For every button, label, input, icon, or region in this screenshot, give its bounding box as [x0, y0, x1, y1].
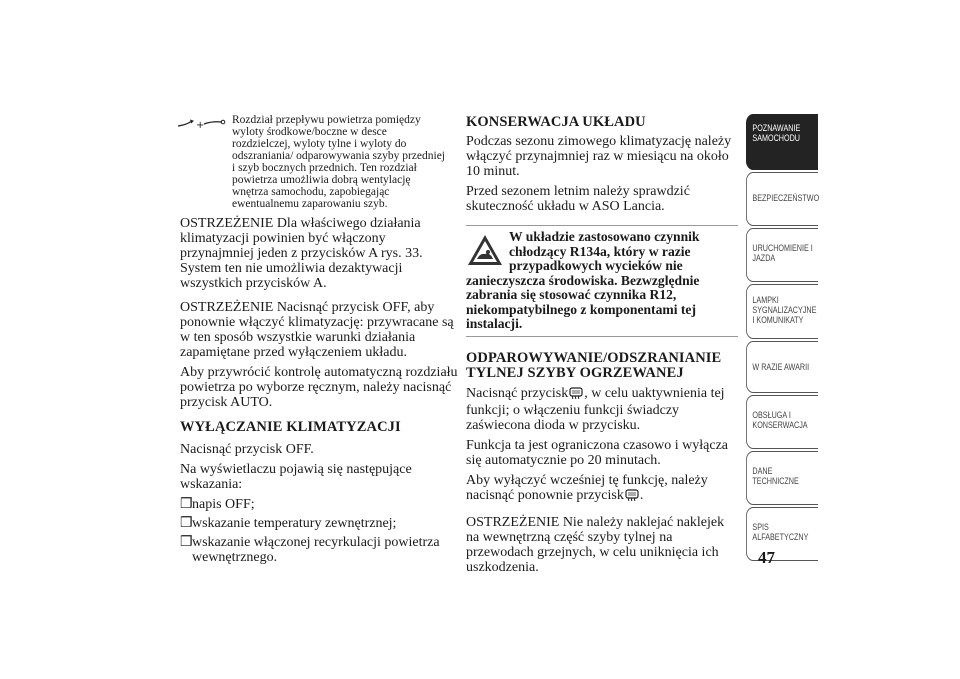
section-heading-maintenance: KONSERWACJA UKŁADU [466, 114, 646, 130]
tab-label: POZNAWANIE SAMOCHODU [752, 123, 801, 143]
tab-bezpieczenstwo[interactable] [746, 172, 818, 226]
chapter-tabs [746, 114, 818, 563]
display-text: Na wyświetlaczu pojawią się następujące wskazania: [180, 462, 412, 492]
early-off-text: . [639, 487, 644, 503]
list-item [180, 497, 460, 512]
list-item-text: wskazanie temperatury zewnętrznej; [192, 516, 397, 531]
tab-poznawanie-samochodu[interactable] [746, 114, 818, 170]
tab-label: LAMPKI SYGNALIZACYJNE I KOMUNIKATY [752, 295, 817, 325]
tab-label: BEZPIECZEŃSTWO [752, 193, 820, 203]
checkbox-bullet-icon: ❒ [180, 535, 193, 550]
warning-paragraph: OSTRZEŻENIE Nacisnąć przycisk OFF, aby ponownie włączyć klimatyzację: przywracane są w ten sposób wszystkie warunki działania zapamiętane przed wyłączeniem układu. [180, 300, 454, 360]
tab-spis-alfabetyczny[interactable] [746, 507, 818, 561]
tab-uruchomienie-i-jazda[interactable] [746, 228, 818, 282]
tab-label: OBSŁUGA I KONSERWACJA [752, 410, 808, 430]
airflow-icon [176, 117, 228, 129]
tab-obsluga-i-konserwacja[interactable] [746, 395, 818, 449]
tab-label: DANE TECHNICZNE [752, 466, 799, 486]
rear-defrost-icon [569, 387, 583, 403]
list-item [180, 516, 460, 531]
tab-lampki-sygnalizacyjne[interactable] [746, 284, 818, 339]
list-item-text: napis OFF; [192, 497, 255, 512]
right-column [466, 115, 738, 580]
section-heading-off: WYŁĄCZANIE KLIMATYZACJI [180, 419, 401, 435]
section-heading-defrost: ODPAROWYWANIE/ODSZRANIANIE TYLNEJ SZYBY OGRZEWANEJ [466, 349, 722, 381]
timer-paragraph: Funkcja ta jest ograniczona czasowo i wyłącza się automatycznie po 20 minutach. [466, 437, 729, 468]
early-off-text: Aby wyłączyć wcześniej tę funkcję, należy nacisnąć ponownie przycisk [466, 472, 708, 503]
tab-label: SPIS ALFABETYCZNY [752, 522, 809, 542]
list-item [180, 535, 460, 565]
environment-warning-icon [466, 232, 506, 270]
early-off-paragraph [466, 473, 738, 505]
environment-warning-box [466, 225, 738, 337]
winter-paragraph: Podczas sezonu zimowego klimatyzację należy włączyć przynajmniej raz w miesiącu na około 10 minut. [466, 134, 732, 179]
warning-paragraph: OSTRZEŻENIE Dla właściwego działania klimatyzacji powinien być włączony przynajmniej jeden z przycisków A rys. 33. System ten nie umożliwia dezaktywacji wszystkich przycisków A. [180, 216, 423, 291]
rear-defrost-icon [625, 489, 639, 505]
tab-label: W RAZIE AWARII [752, 362, 810, 372]
summer-paragraph: Przed sezonem letnim należy sprawdzić skuteczność układu w ASO Lancia. [466, 184, 690, 214]
airflow-description: Rozdział przepływu powietrza pomiędzy wyloty środkowe/boczne w desce rozdzielczej, wyloty tylne i wyloty do odszraniania/ odparowywania szyby przedniej i szyb bocznych przednich. Ten rozdział powietrza umożliwia dobrą wentylację wnętrza samochodu, zapobiegając ewentualnemu zaparowaniu szyb. [232, 114, 445, 210]
defrost-text: , w celu uaktywnienia tej funkcji; o włączeniu funkcji świadczy zaświecona dioda w przycisku. [466, 385, 725, 433]
left-column [180, 216, 460, 565]
checkbox-bullet-icon: ❒ [180, 516, 193, 531]
press-off-text: Nacisnąć przycisk OFF. [180, 442, 314, 457]
tab-label: URUCHOMIENIE I JAZDA [752, 243, 813, 263]
svg-text:+: + [196, 120, 205, 130]
environment-warning-text: W układzie zastosowano czynnik chłodzący R134a, który w razie przypadkowych wycieków nie zanieczyszcza środowiska. Bezwzględnie zabrania się stosować czynnika R12, niekompatybilnego z komponentami tej instalacji. [466, 229, 700, 331]
auto-paragraph: Aby przywrócić kontrolę automatyczną rozdziału powietrza po wyborze ręcznym, należy nacisnąć przycisk AUTO. [180, 365, 458, 410]
warning-paragraph: OSTRZEŻENIE Nie należy naklejać naklejek na wewnętrzną część szyby tylnej na przewodach grzejnych, w celu uniknięcia ich uszkodzenia. [466, 514, 725, 575]
defrost-paragraph [466, 386, 738, 433]
list-item-text: wskazanie włączonej recyrkulacji powietrza wewnętrznego. [192, 535, 440, 565]
tab-w-razie-awarii[interactable] [746, 341, 818, 393]
checkbox-bullet-icon: ❒ [180, 497, 193, 512]
defrost-text: Nacisnąć przycisk [466, 385, 569, 401]
page-number: 47 [758, 548, 775, 567]
tab-dane-techniczne[interactable] [746, 451, 818, 505]
